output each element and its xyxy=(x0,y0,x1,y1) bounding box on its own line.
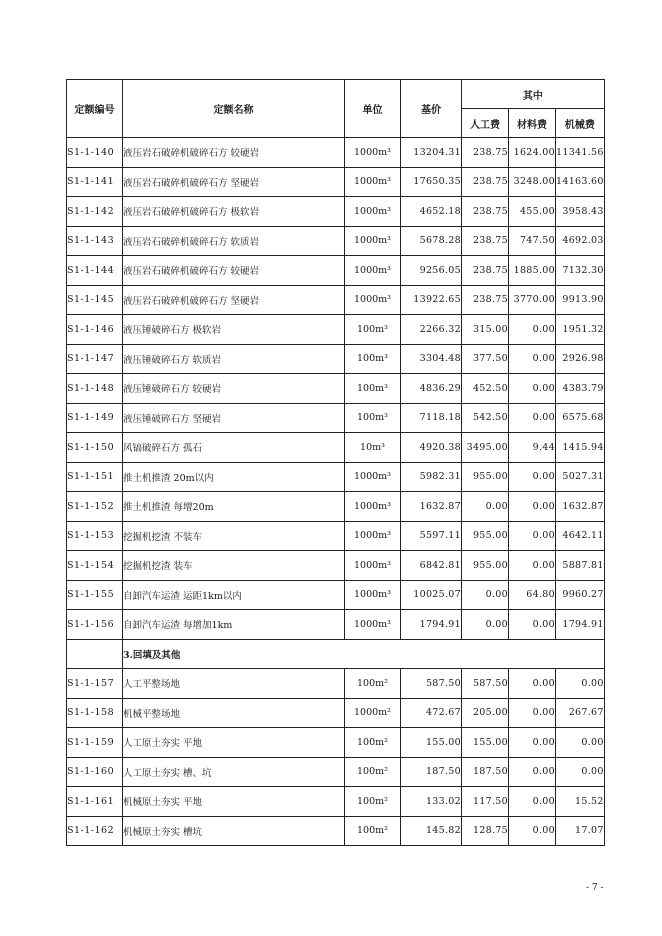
row-base-price: 10025.07 xyxy=(401,580,462,610)
row-code: S1-1-141 xyxy=(67,167,123,197)
row-unit: 1000m³ xyxy=(345,521,401,551)
row-code: S1-1-154 xyxy=(67,551,123,581)
table-row xyxy=(67,197,605,227)
row-machine-cost: 0.00 xyxy=(556,757,605,787)
row-material-cost: 0.00 xyxy=(509,669,556,699)
row-machine-cost: 11341.56 xyxy=(556,138,605,168)
row-machine-cost: 1632.87 xyxy=(556,492,605,522)
row-labor-cost: 542.50 xyxy=(462,403,509,433)
table-row xyxy=(67,344,605,374)
row-code: S1-1-150 xyxy=(67,433,123,463)
row-material-cost: 0.00 xyxy=(509,462,556,492)
row-unit: 100m² xyxy=(345,669,401,699)
row-labor-cost: 238.75 xyxy=(462,256,509,286)
table-row xyxy=(67,492,605,522)
row-material-cost: 1624.00 xyxy=(509,138,556,168)
row-labor-cost: 238.75 xyxy=(462,285,509,315)
table-body xyxy=(67,138,605,846)
row-code: S1-1-148 xyxy=(67,374,123,404)
row-code: S1-1-153 xyxy=(67,521,123,551)
row-code: S1-1-160 xyxy=(67,757,123,787)
row-name: 液压锤破碎石方 软质岩 xyxy=(123,344,345,374)
row-base-price: 155.00 xyxy=(401,728,462,758)
row-code: S1-1-162 xyxy=(67,816,123,846)
row-base-price: 5982.31 xyxy=(401,462,462,492)
row-base-price: 13204.31 xyxy=(401,138,462,168)
row-code: S1-1-157 xyxy=(67,669,123,699)
row-unit: 100m² xyxy=(345,728,401,758)
col-header-code: 定额编号 xyxy=(67,80,123,138)
row-machine-cost: 14163.60 xyxy=(556,167,605,197)
col-header-machine: 机械费 xyxy=(556,109,605,138)
table-row xyxy=(67,816,605,846)
row-unit: 100m³ xyxy=(345,315,401,345)
row-machine-cost: 17.07 xyxy=(556,816,605,846)
row-labor-cost: 128.75 xyxy=(462,816,509,846)
row-material-cost: 0.00 xyxy=(509,816,556,846)
row-unit: 1000m³ xyxy=(345,138,401,168)
row-unit: 100m² xyxy=(345,757,401,787)
row-unit: 10m³ xyxy=(345,433,401,463)
row-machine-cost: 267.67 xyxy=(556,698,605,728)
row-material-cost: 0.00 xyxy=(509,344,556,374)
row-base-price: 5678.28 xyxy=(401,226,462,256)
row-base-price: 9256.05 xyxy=(401,256,462,286)
row-unit: 1000m³ xyxy=(345,197,401,227)
row-name: 液压岩石破碎机破碎石方 极软岩 xyxy=(123,197,345,227)
row-name: 液压岩石破碎机破碎石方 较硬岩 xyxy=(123,256,345,286)
col-header-labor: 人工费 xyxy=(462,109,509,138)
row-labor-cost: 205.00 xyxy=(462,698,509,728)
row-unit: 1000m³ xyxy=(345,492,401,522)
row-name: 机械原土夯实 平地 xyxy=(123,787,345,817)
section-title: 3.回填及其他 xyxy=(123,639,605,669)
col-header-material: 材料费 xyxy=(509,109,556,138)
table-row xyxy=(67,551,605,581)
row-unit: 100m² xyxy=(345,816,401,846)
row-name: 液压锤破碎石方 较硬岩 xyxy=(123,374,345,404)
row-name: 挖掘机挖渣 装车 xyxy=(123,551,345,581)
table-row xyxy=(67,433,605,463)
row-material-cost: 0.00 xyxy=(509,698,556,728)
row-code: S1-1-145 xyxy=(67,285,123,315)
row-machine-cost: 0.00 xyxy=(556,728,605,758)
row-name: 挖掘机挖渣 不装车 xyxy=(123,521,345,551)
row-labor-cost: 238.75 xyxy=(462,167,509,197)
row-machine-cost: 9913.90 xyxy=(556,285,605,315)
row-material-cost: 0.00 xyxy=(509,521,556,551)
row-base-price: 6842.81 xyxy=(401,551,462,581)
row-base-price: 4920.38 xyxy=(401,433,462,463)
row-name: 液压岩石破碎机破碎石方 软质岩 xyxy=(123,226,345,256)
table-row xyxy=(67,669,605,699)
header-row xyxy=(67,80,605,109)
row-unit: 1000m³ xyxy=(345,285,401,315)
row-base-price: 472.67 xyxy=(401,698,462,728)
row-labor-cost: 315.00 xyxy=(462,315,509,345)
table-row xyxy=(67,698,605,728)
row-base-price: 4836.29 xyxy=(401,374,462,404)
row-unit: 1000m² xyxy=(345,698,401,728)
row-material-cost: 0.00 xyxy=(509,757,556,787)
row-labor-cost: 587.50 xyxy=(462,669,509,699)
row-unit: 1000m³ xyxy=(345,256,401,286)
row-labor-cost: 117.50 xyxy=(462,787,509,817)
row-machine-cost: 7132.30 xyxy=(556,256,605,286)
row-name: 人工原土夯实 平地 xyxy=(123,728,345,758)
row-labor-cost: 187.50 xyxy=(462,757,509,787)
row-code: S1-1-143 xyxy=(67,226,123,256)
row-unit: 1000m³ xyxy=(345,580,401,610)
row-code: S1-1-155 xyxy=(67,580,123,610)
row-material-cost: 455.00 xyxy=(509,197,556,227)
row-labor-cost: 955.00 xyxy=(462,462,509,492)
row-name: 推土机推渣 20m以内 xyxy=(123,462,345,492)
row-machine-cost: 1415.94 xyxy=(556,433,605,463)
row-machine-cost: 2926.98 xyxy=(556,344,605,374)
col-header-unit: 单位 xyxy=(345,80,401,138)
row-labor-cost: 0.00 xyxy=(462,610,509,640)
row-base-price: 13922.65 xyxy=(401,285,462,315)
table-row xyxy=(67,138,605,168)
row-code: S1-1-158 xyxy=(67,698,123,728)
row-labor-cost: 238.75 xyxy=(462,197,509,227)
row-code: S1-1-147 xyxy=(67,344,123,374)
page-number: - 7 - xyxy=(586,883,604,893)
row-code: S1-1-140 xyxy=(67,138,123,168)
row-machine-cost: 5887.81 xyxy=(556,551,605,581)
table-row xyxy=(67,757,605,787)
section-row xyxy=(67,639,605,669)
row-base-price: 2266.32 xyxy=(401,315,462,345)
section-code-cell xyxy=(67,639,123,669)
row-name: 液压岩石破碎机破碎石方 坚硬岩 xyxy=(123,285,345,315)
row-machine-cost: 9960.27 xyxy=(556,580,605,610)
row-code: S1-1-142 xyxy=(67,197,123,227)
row-base-price: 145.82 xyxy=(401,816,462,846)
table-row xyxy=(67,521,605,551)
row-name: 风镐破碎石方 孤石 xyxy=(123,433,345,463)
row-base-price: 7118.18 xyxy=(401,403,462,433)
row-material-cost: 9.44 xyxy=(509,433,556,463)
table-row xyxy=(67,580,605,610)
row-material-cost: 0.00 xyxy=(509,403,556,433)
row-name: 自卸汽车运渣 运距1km以内 xyxy=(123,580,345,610)
table-row xyxy=(67,256,605,286)
row-base-price: 5597.11 xyxy=(401,521,462,551)
row-base-price: 1794.91 xyxy=(401,610,462,640)
row-material-cost: 0.00 xyxy=(509,610,556,640)
row-name: 自卸汽车运渣 每增加1km xyxy=(123,610,345,640)
row-unit: 1000m³ xyxy=(345,167,401,197)
row-material-cost: 0.00 xyxy=(509,728,556,758)
row-material-cost: 0.00 xyxy=(509,374,556,404)
row-code: S1-1-149 xyxy=(67,403,123,433)
table-row xyxy=(67,374,605,404)
row-labor-cost: 238.75 xyxy=(462,138,509,168)
quota-table xyxy=(66,79,605,846)
row-machine-cost: 5027.31 xyxy=(556,462,605,492)
row-base-price: 587.50 xyxy=(401,669,462,699)
row-labor-cost: 0.00 xyxy=(462,580,509,610)
row-unit: 100m³ xyxy=(345,403,401,433)
row-name: 液压锤破碎石方 坚硬岩 xyxy=(123,403,345,433)
table-row xyxy=(67,315,605,345)
row-labor-cost: 0.00 xyxy=(462,492,509,522)
row-labor-cost: 452.50 xyxy=(462,374,509,404)
row-material-cost: 64.80 xyxy=(509,580,556,610)
row-material-cost: 0.00 xyxy=(509,492,556,522)
row-unit: 100m³ xyxy=(345,374,401,404)
row-material-cost: 0.00 xyxy=(509,315,556,345)
row-code: S1-1-146 xyxy=(67,315,123,345)
row-name: 液压锤破碎石方 极软岩 xyxy=(123,315,345,345)
row-machine-cost: 3958.43 xyxy=(556,197,605,227)
row-base-price: 187.50 xyxy=(401,757,462,787)
row-code: S1-1-152 xyxy=(67,492,123,522)
row-machine-cost: 4692.03 xyxy=(556,226,605,256)
row-name: 机械原土夯实 槽坑 xyxy=(123,816,345,846)
row-labor-cost: 3495.00 xyxy=(462,433,509,463)
row-base-price: 133.02 xyxy=(401,787,462,817)
row-machine-cost: 6575.68 xyxy=(556,403,605,433)
table-row xyxy=(67,610,605,640)
row-base-price: 4652.18 xyxy=(401,197,462,227)
col-header-name: 定额名称 xyxy=(123,80,345,138)
table-row xyxy=(67,403,605,433)
row-unit: 1000m³ xyxy=(345,610,401,640)
row-name: 推土机推渣 每增20m xyxy=(123,492,345,522)
row-machine-cost: 15.52 xyxy=(556,787,605,817)
table-row xyxy=(67,728,605,758)
table-row xyxy=(67,167,605,197)
row-name: 人工原土夯实 槽、坑 xyxy=(123,757,345,787)
row-machine-cost: 4642.11 xyxy=(556,521,605,551)
row-code: S1-1-159 xyxy=(67,728,123,758)
row-code: S1-1-151 xyxy=(67,462,123,492)
row-name: 机械平整场地 xyxy=(123,698,345,728)
row-machine-cost: 4383.79 xyxy=(556,374,605,404)
table-row xyxy=(67,285,605,315)
row-name: 液压岩石破碎机破碎石方 较硬岩 xyxy=(123,138,345,168)
row-name: 人工平整场地 xyxy=(123,669,345,699)
row-code: S1-1-144 xyxy=(67,256,123,286)
row-unit: 1000m³ xyxy=(345,551,401,581)
row-material-cost: 0.00 xyxy=(509,787,556,817)
table-row xyxy=(67,787,605,817)
table-row xyxy=(67,226,605,256)
row-code: S1-1-156 xyxy=(67,610,123,640)
row-base-price: 3304.48 xyxy=(401,344,462,374)
row-machine-cost: 1794.91 xyxy=(556,610,605,640)
row-code: S1-1-161 xyxy=(67,787,123,817)
row-name: 液压岩石破碎机破碎石方 坚硬岩 xyxy=(123,167,345,197)
table-row xyxy=(67,462,605,492)
row-machine-cost: 1951.32 xyxy=(556,315,605,345)
row-unit: 100m² xyxy=(345,787,401,817)
row-material-cost: 747.50 xyxy=(509,226,556,256)
row-material-cost: 3248.00 xyxy=(509,167,556,197)
col-header-base-price: 基价 xyxy=(401,80,462,138)
row-labor-cost: 955.00 xyxy=(462,521,509,551)
row-labor-cost: 238.75 xyxy=(462,226,509,256)
row-material-cost: 0.00 xyxy=(509,551,556,581)
row-material-cost: 3770.00 xyxy=(509,285,556,315)
row-labor-cost: 377.50 xyxy=(462,344,509,374)
row-base-price: 1632.87 xyxy=(401,492,462,522)
row-labor-cost: 955.00 xyxy=(462,551,509,581)
row-unit: 1000m³ xyxy=(345,226,401,256)
col-header-of-which: 其中 xyxy=(462,80,605,109)
row-unit: 100m³ xyxy=(345,344,401,374)
row-labor-cost: 155.00 xyxy=(462,728,509,758)
row-material-cost: 1885.00 xyxy=(509,256,556,286)
row-unit: 1000m³ xyxy=(345,462,401,492)
row-machine-cost: 0.00 xyxy=(556,669,605,699)
row-base-price: 17650.35 xyxy=(401,167,462,197)
